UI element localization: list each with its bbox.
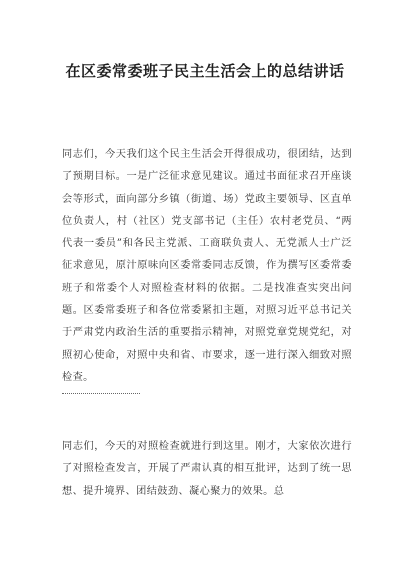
paragraph-closing: 同志们，今天的对照检查就进行到这里。刚才，大家依次进行了对照检查发言，开展了严肃认真的相互批评，达到了统一思想、提升境界、团结鼓劲、凝心聚力的效果。总 — [62, 441, 352, 497]
paragraph-summary: 同志们，今天我们这个民主生活会开得很成功，很团结，达到了预期目标。一是广泛征求意见建议。通过书面征求召开座谈会等形式，面向部分乡镇（街道、场）党政主要领导、区直单位负责人，村（社区）党支部书记（主任）农村老党员、“两代表一委员”和各民主党派、工商联负责人、无党派人士广泛征求意见，原汁原味向区委常委同志反馈，作为撰写区委常委班子和常委个人对照检查材料的依据。二是找准查实突出问题。区委常委班子和各位常委紧扣主题，对照习近平总书记关于严肃党内政治生活的重要指示精神，对照党章党规党纪，对照初心使命，对照中央和省、市要求，逐一进行深入细致对照检查。 — [62, 149, 352, 383]
document-title: 在区委常委班子民主生活会上的总结讲话 — [65, 62, 345, 80]
dotted-separator — [62, 393, 140, 394]
